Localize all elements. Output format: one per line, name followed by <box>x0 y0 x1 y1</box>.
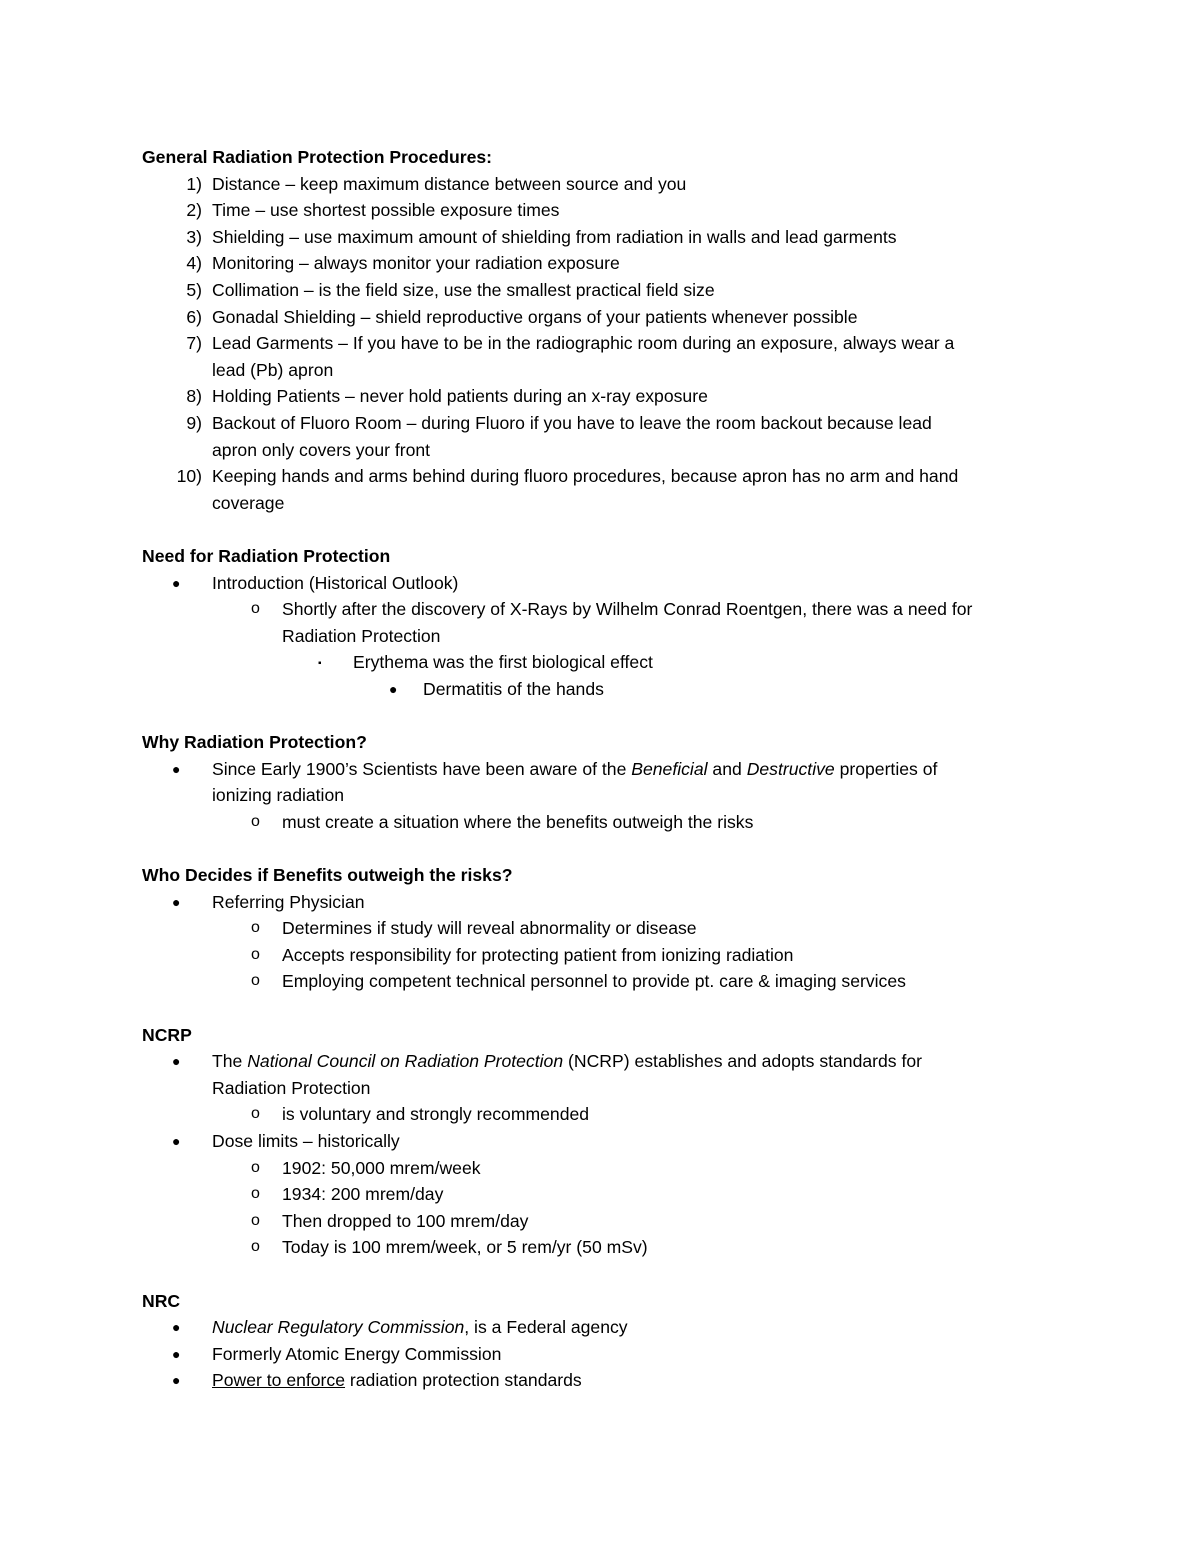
underlined-text: Power to enforce <box>212 1370 346 1391</box>
list-number: 2) <box>186 200 202 221</box>
list-item <box>142 968 1062 995</box>
list-item-text: Formerly Atomic Energy Commission <box>212 1343 502 1364</box>
list-item <box>142 1101 1062 1128</box>
heading-nrc: NRC <box>142 1290 181 1311</box>
list-item-text: and <box>707 758 747 779</box>
list-number: 9) <box>186 412 202 433</box>
list-item <box>142 1128 1062 1155</box>
list-item <box>142 676 1062 703</box>
spacer <box>142 1261 1062 1288</box>
numbered-list-item <box>142 224 1062 251</box>
heading-general-procedures: General Radiation Protection Procedures: <box>142 147 493 167</box>
list-item-text: Keeping hands and arms behind during fluoro procedures, because apron has no arm and hand <box>212 466 959 487</box>
list-item <box>142 1048 1062 1075</box>
circle-bullet-icon: o <box>251 812 260 830</box>
list-item-text: 1902: 50,000 mrem/week <box>282 1157 481 1178</box>
heading-need-for-protection: Need for Radiation Protection <box>142 545 391 566</box>
spacer <box>142 835 1062 862</box>
list-item-continuation: apron only covers your front <box>212 439 431 460</box>
bullet-icon: ● <box>172 574 181 591</box>
list-item-text: The <box>212 1051 248 1072</box>
list-number: 3) <box>186 226 202 247</box>
list-item <box>142 1208 1062 1235</box>
list-item-text: Lead Garments – If you have to be in the radiographic room during an exposure, always wear a <box>212 333 955 354</box>
list-item-text: Introduction (Historical Outlook) <box>212 572 459 593</box>
list-item <box>142 649 1062 676</box>
list-item-text: Accepts responsibility for protecting patient from ionizing radiation <box>282 944 794 965</box>
list-item-text: Holding Patients – never hold patients during an x-ray exposure <box>212 386 708 407</box>
circle-bullet-icon: o <box>251 945 260 963</box>
heading-who-decides: Who Decides if Benefits outweigh the risks? <box>142 865 513 886</box>
list-item <box>142 1181 1062 1208</box>
list-item <box>142 570 1062 597</box>
numbered-list-item <box>142 250 1062 277</box>
list-item-text: Dose limits – historically <box>212 1130 400 1151</box>
list-item-text: , is a Federal agency <box>464 1317 628 1338</box>
list-number: 1) <box>186 173 202 194</box>
list-item-text: Erythema was the first biological effect <box>353 652 653 673</box>
list-item-text: Employing competent technical personnel to provide pt. care & imaging services <box>282 971 906 992</box>
list-item-text: Distance – keep maximum distance between source and you <box>212 173 687 194</box>
list-item-text: Today is 100 mrem/week, or 5 rem/yr (50 mSv) <box>282 1237 648 1258</box>
circle-bullet-icon: o <box>251 1158 260 1176</box>
list-number: 10) <box>176 466 202 487</box>
list-item-continuation: coverage <box>212 492 285 513</box>
bullet-icon: ● <box>172 1345 181 1362</box>
list-item-text: radiation protection standards <box>345 1370 582 1391</box>
bullet-icon: ● <box>172 1372 181 1389</box>
circle-bullet-icon: o <box>251 972 260 990</box>
emphasis-ncrp-name: National Council on Radiation Protection <box>247 1051 564 1072</box>
bullet-icon: ● <box>389 680 398 697</box>
list-item <box>142 756 1062 783</box>
list-item <box>142 1155 1062 1182</box>
list-item-text: 1934: 200 mrem/day <box>282 1184 444 1205</box>
circle-bullet-icon: o <box>251 1105 260 1123</box>
spacer <box>142 995 1062 1022</box>
list-item-continuation: lead (Pb) apron <box>212 359 334 380</box>
list-item <box>142 596 1062 623</box>
list-item-text: Determines if study will reveal abnormality or disease <box>282 918 697 939</box>
heading-ncrp: NCRP <box>142 1024 192 1045</box>
numbered-list-item <box>142 463 1062 490</box>
emphasis-beneficial: Beneficial <box>631 758 708 779</box>
list-item-text: Monitoring – always monitor your radiation exposure <box>212 253 620 274</box>
list-item <box>142 1367 1062 1394</box>
emphasis-destructive: Destructive <box>746 758 835 779</box>
numbered-list-item <box>142 304 1062 331</box>
circle-bullet-icon: o <box>251 919 260 937</box>
bullet-icon: ● <box>172 1319 181 1336</box>
numbered-list-item <box>142 383 1062 410</box>
numbered-list-item <box>142 277 1062 304</box>
numbered-list-item <box>142 197 1062 224</box>
circle-bullet-icon: o <box>251 1238 260 1256</box>
list-number: 6) <box>186 306 202 327</box>
bullet-icon: ● <box>172 893 181 910</box>
list-item-text: (NCRP) establishes and adopts standards for <box>563 1051 923 1072</box>
list-item-text: Backout of Fluoro Room – during Fluoro if you have to leave the room backout because lead <box>212 412 932 433</box>
numbered-list-item <box>142 171 1062 198</box>
list-number: 5) <box>186 279 202 300</box>
list-number: 7) <box>186 333 202 354</box>
who-decides-sublist <box>142 915 1062 995</box>
list-item <box>142 915 1062 942</box>
list-item-text: Gonadal Shielding – shield reproductive organs of your patients whenever possible <box>212 306 858 327</box>
list-item-text: Shortly after the discovery of X-Rays by Wilhelm Conrad Roentgen, there was a need for <box>282 599 973 620</box>
list-item-text: Collimation – is the field size, use the smallest practical field size <box>212 279 715 300</box>
list-item <box>142 1314 1062 1341</box>
general-procedures-list <box>142 171 1062 517</box>
circle-bullet-icon: o <box>251 1211 260 1229</box>
spacer <box>142 702 1062 729</box>
list-item <box>142 942 1062 969</box>
list-item-text: Referring Physician <box>212 891 365 912</box>
list-number: 8) <box>186 386 202 407</box>
list-item-text: Dermatitis of the hands <box>423 678 604 699</box>
list-number: 4) <box>186 253 202 274</box>
document-body <box>142 144 1062 1394</box>
circle-bullet-icon: o <box>251 1185 260 1203</box>
list-item <box>142 889 1062 916</box>
circle-bullet-icon: o <box>251 600 260 618</box>
list-item-text: properties of <box>834 758 938 779</box>
numbered-list-item <box>142 410 1062 437</box>
list-item-text: Shielding – use maximum amount of shielding from radiation in walls and lead garments <box>212 226 897 247</box>
dose-limits-sublist <box>142 1155 1062 1261</box>
square-bullet-icon: ▪ <box>318 658 322 670</box>
list-item-text: Then dropped to 100 mrem/day <box>282 1210 529 1231</box>
list-item-text: must create a situation where the benefits outweigh the risks <box>282 811 754 832</box>
list-item <box>142 1234 1062 1261</box>
list-item-text: Time – use shortest possible exposure times <box>212 200 560 221</box>
list-item-continuation: Radiation Protection <box>212 1077 371 1098</box>
spacer <box>142 516 1062 543</box>
bullet-icon: ● <box>172 760 181 777</box>
emphasis-nrc-name: Nuclear Regulatory Commission <box>212 1317 465 1338</box>
list-item <box>142 1341 1062 1368</box>
list-item <box>142 809 1062 836</box>
list-item-text: Since Early 1900’s Scientists have been aware of the <box>212 758 632 779</box>
list-item-continuation: ionizing radiation <box>212 785 345 806</box>
numbered-list-item <box>142 330 1062 357</box>
list-item-continuation: Radiation Protection <box>282 625 441 646</box>
list-item-text: is voluntary and strongly recommended <box>282 1104 590 1125</box>
bullet-icon: ● <box>172 1053 181 1070</box>
heading-why-protection: Why Radiation Protection? <box>142 732 367 753</box>
bullet-icon: ● <box>172 1132 181 1149</box>
